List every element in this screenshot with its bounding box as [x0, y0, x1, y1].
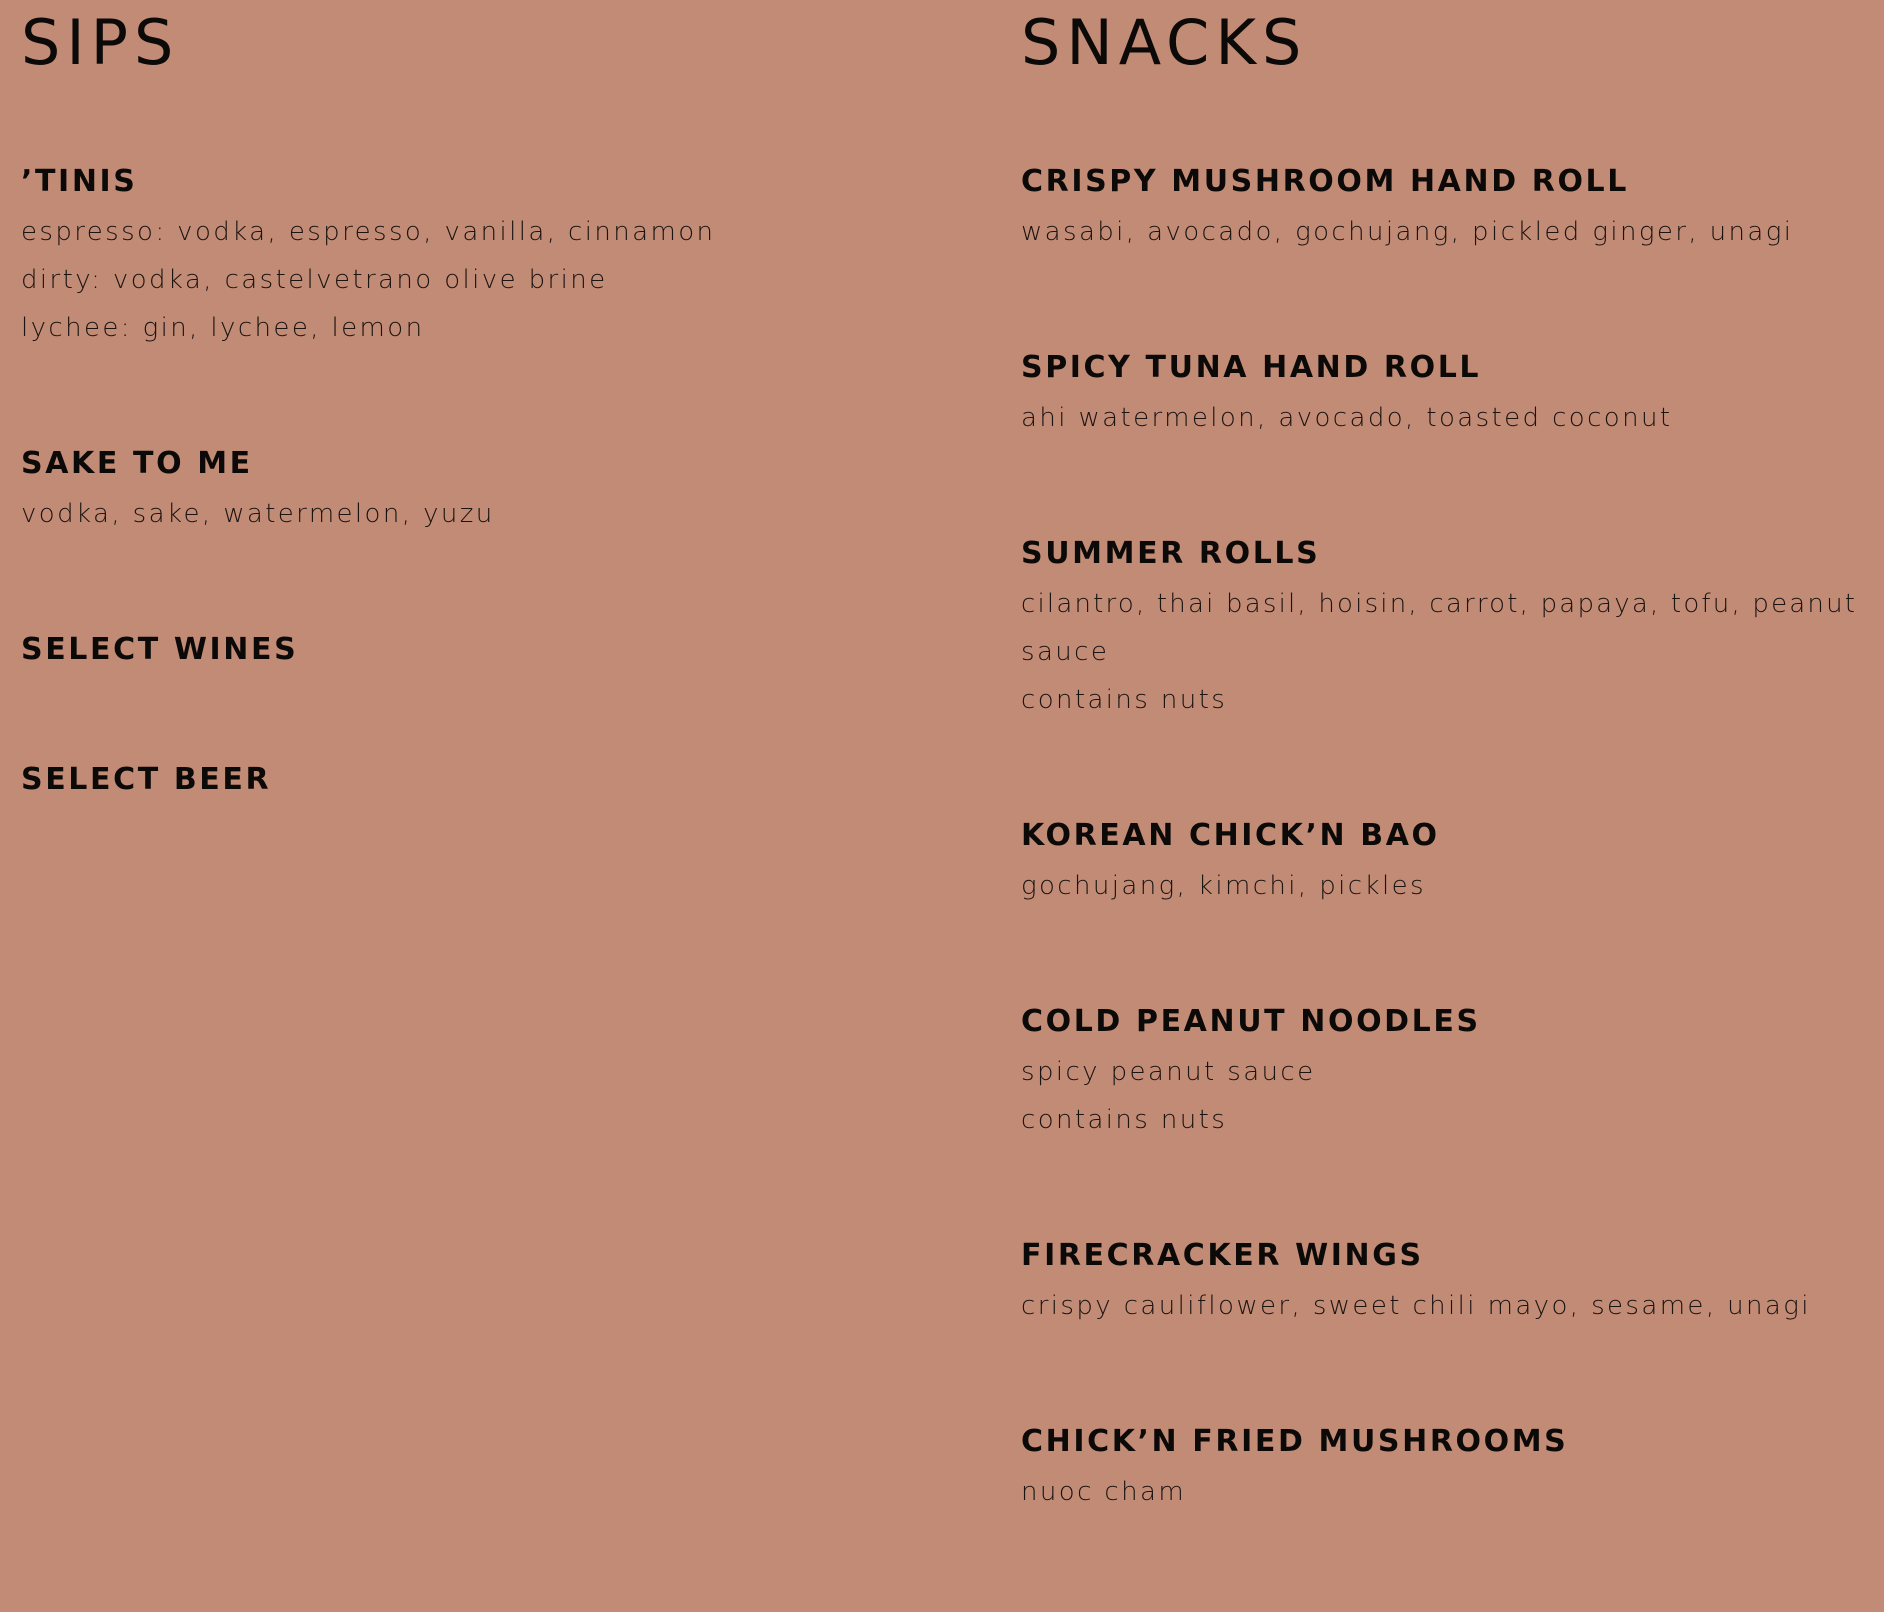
menu-item-description: vodka, sake, watermelon, yuzu [21, 499, 495, 529]
menu-item-description: espresso: vodka, espresso, vanilla, cinnamon [21, 217, 716, 247]
menu-item-description: spicy peanut sauce [1021, 1057, 1316, 1087]
menu-item-description: wasabi, avocado, gochujang, pickled ginger, unagi [1021, 217, 1794, 247]
menu-item-description: gochujang, kimchi, pickles [1021, 871, 1426, 901]
sips-column [21, 0, 961, 894]
menu-item-description: cilantro, thai basil, hoisin, carrot, papaya, tofu, peanut [1021, 589, 1858, 619]
menu-item-spicy-tuna-hand-roll [1021, 352, 1881, 442]
menu-item-name: ’TINIS [21, 164, 138, 199]
snacks-column [1021, 0, 1881, 1612]
menu-item-tinis [21, 166, 961, 352]
menu-item-name: SPICY TUNA HAND ROLL [1021, 350, 1482, 385]
menu-item-crispy-mushroom-hand-roll [1021, 166, 1881, 256]
menu-item-name: SELECT BEER [21, 762, 272, 797]
menu-item-firecracker-wings [1021, 1240, 1881, 1330]
menu-item-description: contains nuts [1021, 685, 1228, 715]
sips-title: SIPS [21, 6, 180, 79]
menu-item-chickn-fried-mushrooms [1021, 1426, 1881, 1516]
menu-item-select-wines [21, 634, 961, 666]
menu-item-name: CHICK’N FRIED MUSHROOMS [1021, 1424, 1569, 1459]
menu-item-name: COLD PEANUT NOODLES [1021, 1004, 1481, 1039]
snacks-title: SNACKS [1021, 6, 1308, 79]
menu-item-description: lychee: gin, lychee, lemon [21, 313, 425, 343]
menu-item-cold-peanut-noodles [1021, 1006, 1881, 1144]
menu-item-name: CRISPY MUSHROOM HAND ROLL [1021, 164, 1629, 199]
menu-item-name: SELECT WINES [21, 632, 299, 667]
menu-item-description: crispy cauliflower, sweet chili mayo, sesame, unagi [1021, 1291, 1811, 1321]
menu-item-name: SAKE TO ME [21, 446, 253, 481]
menu-item-description: dirty: vodka, castelvetrano olive brine [21, 265, 608, 295]
menu-item-description: sauce [1021, 637, 1110, 667]
menu-item-summer-rolls [1021, 538, 1881, 724]
menu-item-description: contains nuts [1021, 1105, 1228, 1135]
menu-item-name: KOREAN CHICK’N BAO [1021, 818, 1440, 853]
menu-item-sake-to-me [21, 448, 961, 538]
menu-item-description: ahi watermelon, avocado, toasted coconut [1021, 403, 1673, 433]
menu-item-description: nuoc cham [1021, 1477, 1187, 1507]
menu-item-select-beer [21, 764, 961, 796]
snacks-items [1021, 166, 1881, 1516]
menu-item-name: SUMMER ROLLS [1021, 536, 1321, 571]
menu-item-korean-chickn-bao [1021, 820, 1881, 910]
menu-item-name: FIRECRACKER WINGS [1021, 1238, 1424, 1273]
sips-items [21, 166, 961, 796]
